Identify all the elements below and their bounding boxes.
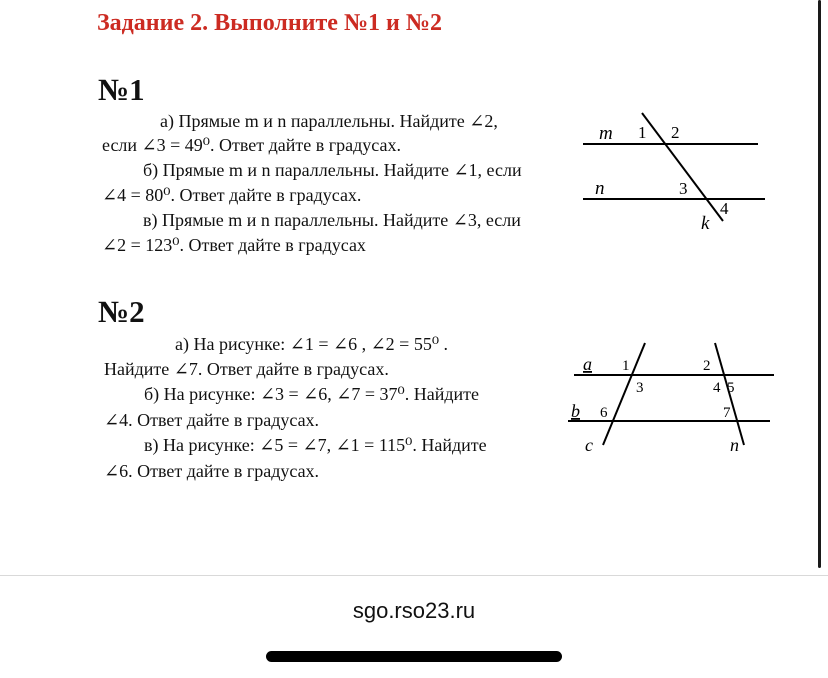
label-m: m <box>599 123 613 144</box>
task2-figure <box>560 335 780 460</box>
task1-heading: №1 <box>98 72 145 107</box>
task2-line-3: б) На рисунке: ∠3 = ∠6, ∠7 = 37⁰. Найдите <box>144 384 479 404</box>
task1-line-4: ∠4 = 80⁰. Ответ дайте в градусах. <box>102 185 362 205</box>
angle-2-label: 2 <box>671 123 680 142</box>
task1-line-6: ∠2 = 123⁰. Ответ дайте в градусах <box>102 235 366 255</box>
task1-line-1: а) Прямые m и n параллельны. Найдите ∠2, <box>160 111 498 131</box>
angle-5-label: 5 <box>727 380 735 396</box>
task2-line-6: ∠6. Ответ дайте в градусах. <box>104 461 320 481</box>
line-k <box>642 113 723 221</box>
angle-7-label: 7 <box>723 405 731 421</box>
task1-line-2: если ∠3 = 49⁰. Ответ дайте в градусах. <box>102 135 401 155</box>
angle-3-label: 3 <box>636 380 644 396</box>
task1-line-3: б) Прямые m и n параллельны. Найдите ∠1, если <box>143 160 522 180</box>
task2-line-1: а) На рисунке: ∠1 = ∠6 , ∠2 = 55⁰ . <box>175 334 449 354</box>
browser-footer <box>0 576 828 678</box>
angle-6-label: 6 <box>600 405 608 421</box>
label-b: b <box>571 401 580 421</box>
task1-figure <box>575 105 775 235</box>
task2-line-2: Найдите ∠7. Ответ дайте в градусах. <box>104 359 389 379</box>
task2-heading: №2 <box>98 294 145 329</box>
angle-4-label: 4 <box>713 380 721 396</box>
assignment-title: Задание 2. Выполните №1 и №2 <box>97 10 442 36</box>
angle-4-label: 4 <box>720 199 729 218</box>
task2-line-5: в) На рисунке: ∠5 = ∠7, ∠1 = 115⁰. Найдите <box>144 435 487 455</box>
label-n: n <box>730 435 739 455</box>
task2-line-4: ∠4. Ответ дайте в градусах. <box>104 410 320 430</box>
home-indicator[interactable] <box>266 651 562 662</box>
vertical-scrollbar[interactable] <box>818 0 821 568</box>
label-n: n <box>595 178 605 199</box>
angle-1-label: 1 <box>638 123 647 142</box>
url-label[interactable]: sgo.rso23.ru <box>352 598 476 623</box>
label-c: c <box>585 435 593 455</box>
angle-1-label: 1 <box>622 358 630 374</box>
label-a: a <box>583 354 592 374</box>
angle-2-label: 2 <box>703 358 711 374</box>
label-k: k <box>701 213 710 234</box>
task1-line-5: в) Прямые m и n параллельны. Найдите ∠3, если <box>143 210 521 230</box>
angle-3-label: 3 <box>679 179 688 198</box>
